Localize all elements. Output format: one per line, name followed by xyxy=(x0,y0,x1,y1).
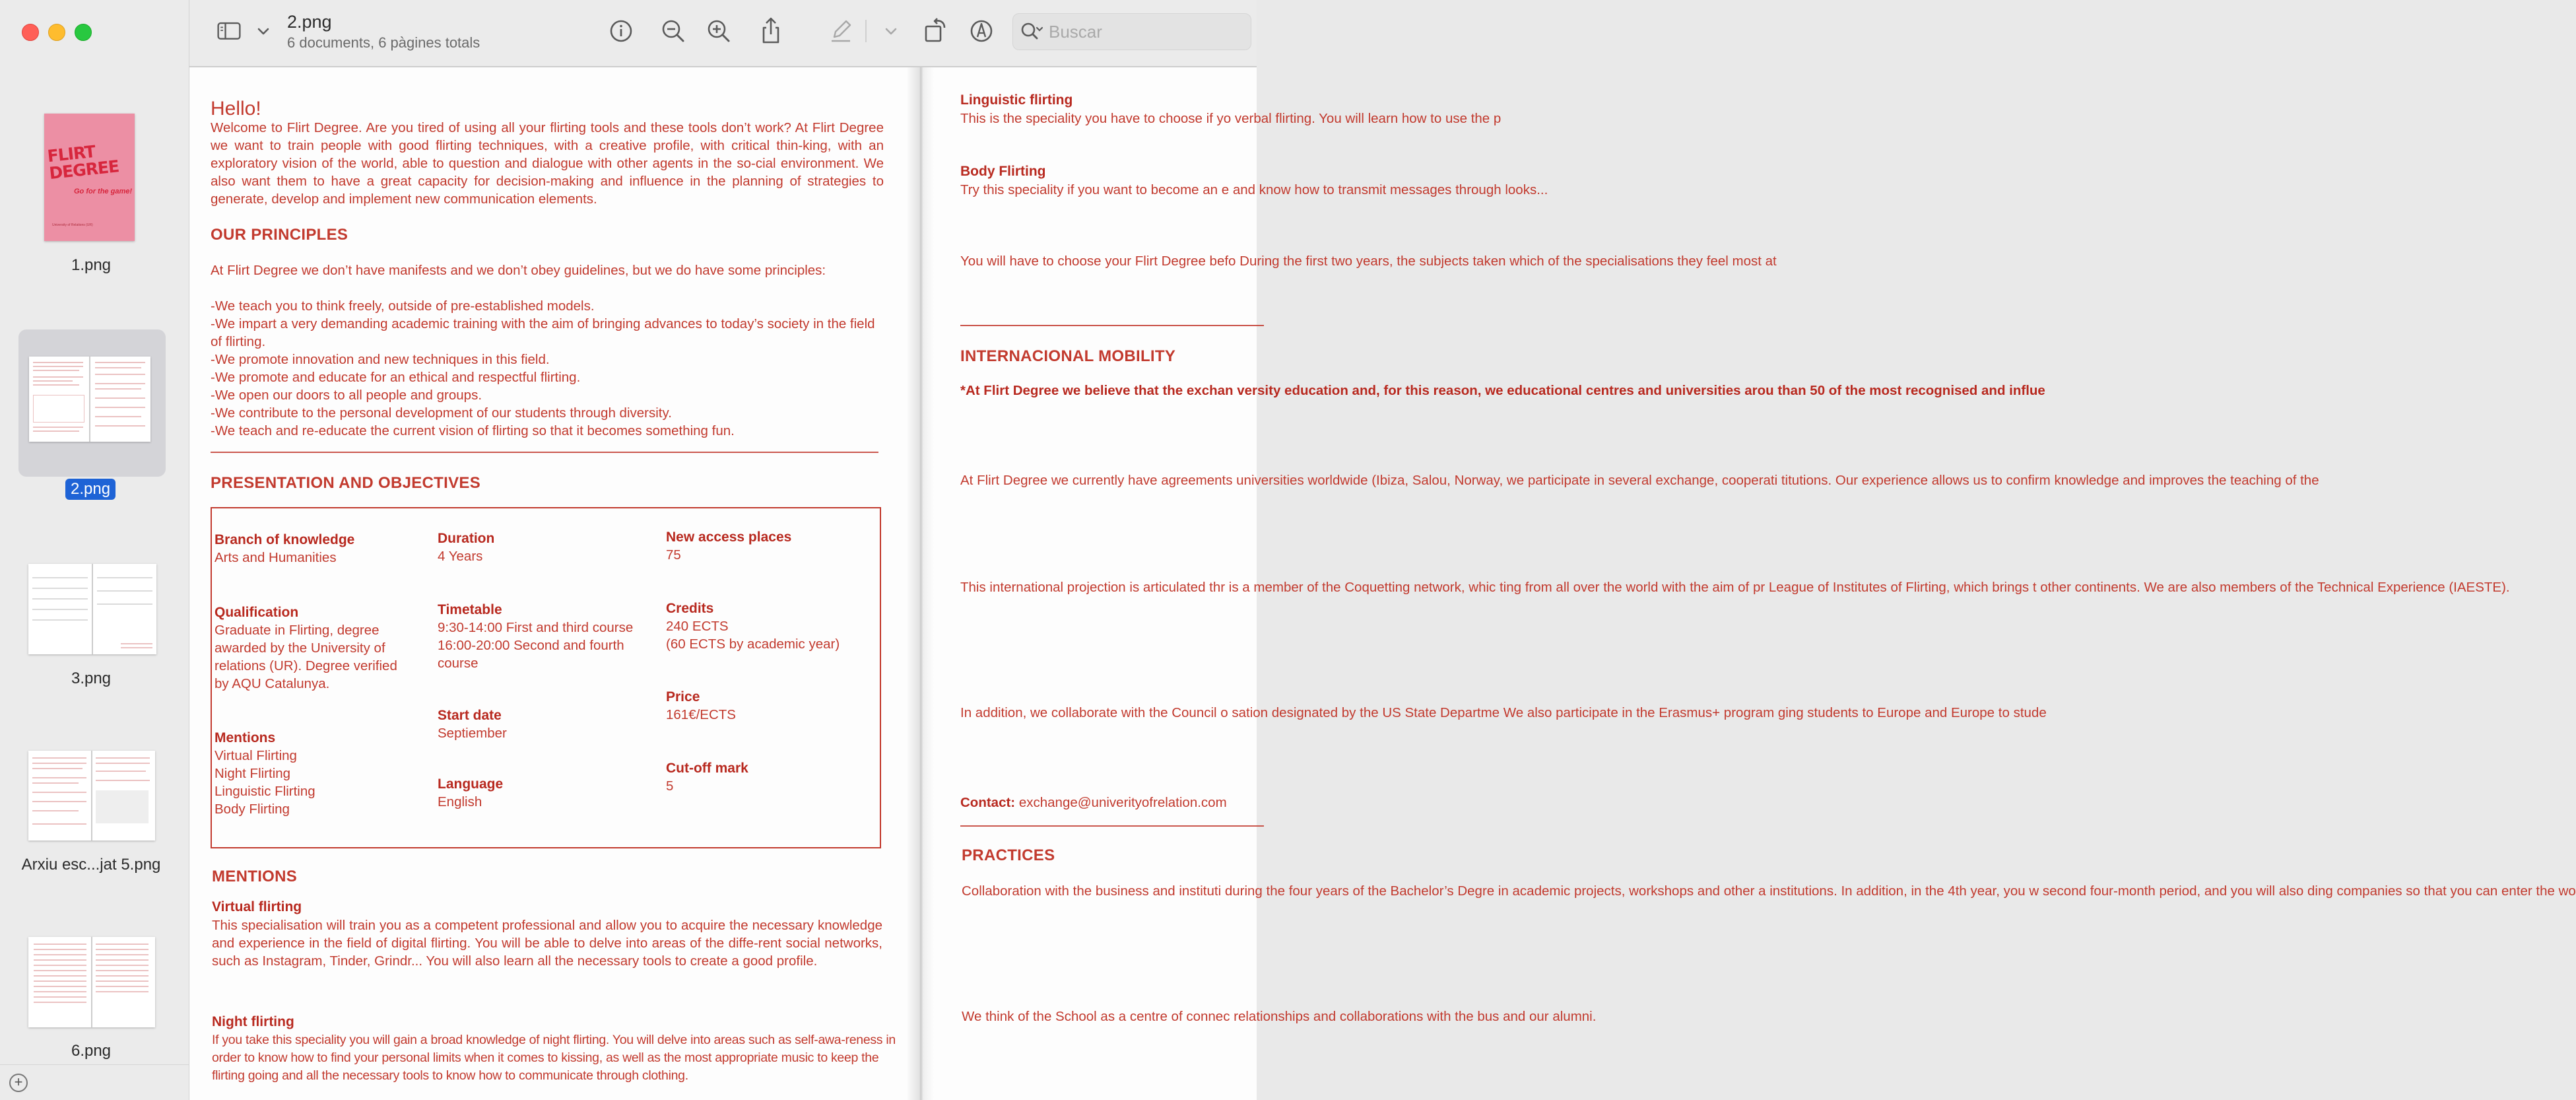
price-cell xyxy=(666,688,877,724)
language-value: English xyxy=(438,794,482,809)
night-flirting-text: If you take this speciality you will gain a broad knowledge of night flirting. You will delve into areas such as self-awa-reness in order to know how to find your personal limits when it comes to kissing, as well as the most appropriate music to keep the flirting going and all the necessary tools to know how to communicate through clothing. xyxy=(212,1033,896,1083)
cutoff-label: Cut-off mark xyxy=(666,761,748,776)
qualification-value: Graduate in Flirting, degree awarded by the University of relations (UR). Degree verified by AQU Catalunya. xyxy=(215,623,397,691)
thumbnail-label-selected: 2.png xyxy=(65,479,116,500)
rotate-icon[interactable] xyxy=(922,16,948,45)
toolbar xyxy=(189,0,1257,67)
thumbnail-label: 6.png xyxy=(71,1042,112,1060)
credits-cell xyxy=(666,600,877,653)
principle-item: -We promote and educate for an ethical and respectful flirting. xyxy=(211,370,581,385)
start-date-label: Start date xyxy=(438,708,502,723)
chevron-down-icon[interactable] xyxy=(878,16,892,45)
timetable-value: 9:30-14:00 First and third course 16:00-20:00 Second and fourth course xyxy=(438,620,634,671)
branch-cell xyxy=(215,531,413,567)
cutoff-value: 5 xyxy=(666,778,674,794)
principle-item: -We promote innovation and new techniques in this field. xyxy=(211,352,550,367)
mobility-paragraph-3: In addition, we collaborate with the Council o sation designated by the US State Departme We also participate in the Erasmus+ program ging students to Europe and Europe to stude xyxy=(960,705,2047,720)
mentions-label: Mentions xyxy=(215,730,276,745)
info-table xyxy=(211,507,881,848)
markup-pen-icon[interactable] xyxy=(828,16,854,45)
price-value: 161€/ECTS xyxy=(666,707,736,722)
credits-label: Credits xyxy=(666,601,714,616)
mobility-paragraph-2: This international projection is articulated thr is a member of the Coquetting network, whic ting from all over the world with the aim of pr League of Institutes of Flirting, which brings t other continents. We are also members of the Technical Experience (IAESTE). xyxy=(960,580,2510,595)
thumbnail-image xyxy=(28,564,156,654)
branch-label: Branch of knowledge xyxy=(215,532,355,547)
linguistic-flirting-text: This is the speciality you have to choose if yo verbal flirting. You will learn how to use the p xyxy=(960,111,1502,126)
access-label: New access places xyxy=(666,530,792,545)
share-icon[interactable] xyxy=(758,16,784,45)
thumbnail-label: 1.png xyxy=(71,256,112,274)
divider xyxy=(211,452,878,453)
mobility-heading: INTERNACIONAL MOBILITY xyxy=(960,347,1176,365)
duration-label: Duration xyxy=(438,531,495,546)
page-right xyxy=(934,67,2576,1100)
sidebar-divider xyxy=(0,1064,189,1065)
qualification-label: Qualification xyxy=(215,605,299,620)
thumbnail-image xyxy=(44,114,135,241)
close-window-button[interactable] xyxy=(22,24,39,41)
mentions-value: Virtual Flirting Night Flirting Linguistic Flirting Body Flirting xyxy=(215,748,315,817)
price-label: Price xyxy=(666,689,700,705)
search-input[interactable] xyxy=(1047,20,1241,43)
duration-value: 4 Years xyxy=(438,549,483,564)
timetable-cell xyxy=(438,601,655,672)
language-label: Language xyxy=(438,776,504,792)
thumbnail-image xyxy=(28,751,155,841)
chevron-down-icon[interactable] xyxy=(250,16,265,45)
contact-line xyxy=(960,794,1227,811)
minimize-window-button[interactable] xyxy=(48,24,65,41)
duration-cell xyxy=(438,530,649,565)
virtual-flirting-heading: Virtual flirting xyxy=(212,899,302,914)
mobility-paragraph-1: At Flirt Degree we currently have agreements universities worldwide (Ibiza, Salou, Norway, we participate in several exchange, cooperati titutions. Our experience allows us to confirm knowledge and improves the teaching of the xyxy=(960,473,2319,488)
zoom-out-icon[interactable] xyxy=(660,16,686,45)
night-flirting-heading: Night flirting xyxy=(212,1014,294,1029)
virtual-flirting-text: This specialisation will train you as a competent professional and allow you to acquire the necessary knowledge and experience in the field of digital flirting. You will be able to delve into areas of the diffe-rent social networks, such as Instagram, Tinder, Grindr... You will also learn all the necessary tools to create a good profile. xyxy=(212,918,882,969)
search-field[interactable] xyxy=(1012,13,1251,50)
body-flirting-heading: Body Flirting xyxy=(960,164,1046,179)
greeting-heading: Hello! xyxy=(211,98,261,120)
access-cell xyxy=(666,528,877,564)
cover-subtitle: Go for the game! xyxy=(74,188,133,195)
document-title: 2.png xyxy=(287,12,332,32)
sidebar xyxy=(0,0,189,1100)
choose-text: You will have to choose your Flirt Degree befo During the first two years, the subjects taken which of the specialisations they feel most at xyxy=(960,254,1777,269)
linguistic-flirting-heading: Linguistic flirting xyxy=(960,92,1073,108)
document-view[interactable] xyxy=(189,67,2576,1100)
thumbnail-image xyxy=(28,937,155,1027)
document-subtitle: 6 documents, 6 pàgines totals xyxy=(287,34,480,51)
maximize-window-button[interactable] xyxy=(75,24,92,41)
practices-paragraph-2: We think of the School as a centre of connec relationships and collaborations with the bus and our alumni. xyxy=(962,1009,1597,1024)
zoom-in-icon[interactable] xyxy=(706,16,732,45)
qualification-cell xyxy=(215,603,413,693)
divider xyxy=(960,825,1264,827)
principles-heading: OUR PRINCIPLES xyxy=(211,226,348,244)
search-icon xyxy=(1018,19,1045,43)
credits-value: 240 ECTS (60 ECTS by academic year) xyxy=(666,619,840,652)
thumbnail-image xyxy=(29,357,150,442)
contact-label: Contact: xyxy=(960,795,1016,810)
branch-value: Arts and Humanities xyxy=(215,550,337,565)
page-left xyxy=(189,67,914,1100)
principle-item: -We contribute to the personal development of our students through diversity. xyxy=(211,405,672,421)
mentions-cell xyxy=(215,729,413,818)
timetable-label: Timetable xyxy=(438,602,502,617)
cover-title: FLIRT DEGREE xyxy=(46,141,120,184)
thumbnail-label: 3.png xyxy=(71,670,112,687)
presentation-heading: PRESENTATION AND OBJECTIVES xyxy=(211,474,481,492)
cutoff-cell xyxy=(666,759,877,795)
info-icon[interactable] xyxy=(608,16,634,45)
principle-item: -We open our doors to all people and groups. xyxy=(211,388,482,403)
mobility-highlight: *At Flirt Degree we believe that the exchan versity education and, for this reason, we educational centres and universities arou than 50 of the most recognised and influe xyxy=(960,383,2045,398)
access-value: 75 xyxy=(666,547,681,563)
principle-item: -We impart a very demanding academic training with the aim of bringing advances to today’s society in the field of flirting. xyxy=(211,316,875,349)
cover-small-text: University of Relations (UR) xyxy=(52,223,93,227)
page-fold xyxy=(908,67,934,1100)
practices-heading: PRACTICES xyxy=(962,846,1055,864)
add-icon[interactable]: + xyxy=(9,1074,28,1092)
body-flirting-text: Try this speciality if you want to become an e and know how to transmit messages through looks... xyxy=(960,182,1548,197)
thumbnail-label: Arxiu esc...jat 5.png xyxy=(21,856,161,874)
language-cell xyxy=(438,775,649,811)
sidebar-toggle-icon[interactable] xyxy=(216,16,245,45)
toolbar-separator xyxy=(865,20,867,42)
practices-paragraph-1: Collaboration with the business and instituti during the four years of the Bachelor’s Degre in academic projects, workshops and other a institutions. In addition, in the 4th year, you w second four-month period, and you will also ding companies so that you can enter the wo xyxy=(962,883,2576,899)
principles-intro: At Flirt Degree we don’t have manifests and we don’t obey guidelines, but we do have some principles: xyxy=(211,263,826,278)
divider xyxy=(960,325,1264,326)
start-date-cell xyxy=(438,706,649,742)
mentions-heading: MENTIONS xyxy=(212,868,298,885)
intro-paragraph: Welcome to Flirt Degree. Are you tired of using all your flirting tools and these tools don’t work? At Flirt Degree we want to train people with good flirting techniques, with a creative profile, with critical thin-king, with an exploratory vision of the world, able to question and dialogue with other agents in the so-cial environment. We also want them to have a great capacity for decision-making and influence in the planning of strategies to generate, develop and implement new communication elements. xyxy=(211,120,884,207)
principle-item: -We teach and re-educate the current vision of flirting so that it becomes something fun. xyxy=(211,423,735,438)
annotate-icon[interactable] xyxy=(968,16,995,45)
principle-item: -We teach you to think freely, outside of pre-established models. xyxy=(211,298,595,314)
contact-email: exchange@univerityofrelation.com xyxy=(1018,795,1227,810)
start-date-value: Septiember xyxy=(438,726,507,741)
